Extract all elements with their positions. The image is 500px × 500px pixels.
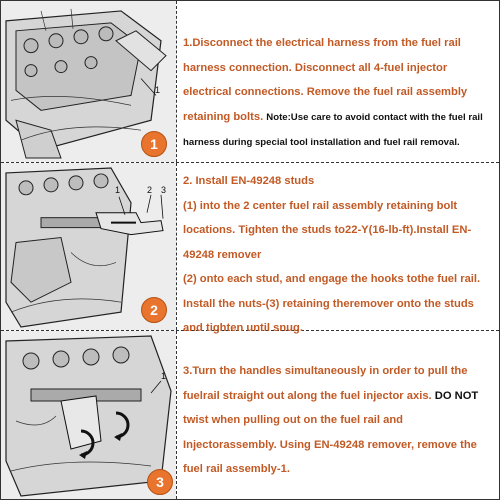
step-3-row xyxy=(1,331,499,499)
step-number-badge: 2 xyxy=(141,297,167,323)
callout-label: 1 xyxy=(115,185,121,195)
step-2-line: (2) onto each stud, and engage the hooks tothe fuel rail. Install the nuts-(3) retaining theremover onto the studs and tighten until snug. xyxy=(183,273,481,334)
column-divider xyxy=(176,1,177,162)
step-2-line: 2. Install EN-49248 studs xyxy=(183,175,315,187)
callout-label: 2 xyxy=(147,185,153,195)
step-number-badge: 1 xyxy=(141,131,167,157)
callout-label: 3 xyxy=(161,185,167,195)
step-3-warning: DO NOT xyxy=(434,389,479,402)
step-2-line: (1) into the 2 center fuel rail assembly retaining bolt locations. Tighten the studs to22-Y(16-lb-ft).Install EN-49248 remover xyxy=(183,199,472,261)
step-3-instructions: 3.Turn the handles simultaneously in order to pull the fuelrail straight out along the fuel injector axis. xyxy=(183,365,468,402)
step-1-row xyxy=(1,1,499,163)
step-3-instructions-continued: twist when pulling out on the fuel rail and Injectorassembly. Using EN-49248 remover, remove the fuel rail assembly-1. xyxy=(183,414,477,475)
step-number-badge: 3 xyxy=(147,469,173,495)
step-2-row xyxy=(1,163,499,334)
step-1-instructions: 1.Disconnect the electrical harness from the fuel rail harness connection. Disconnect all 4-fuel injector electrical connections. Remove the fuel rail assembly retaining bolts. xyxy=(183,37,468,123)
callout-label: 1 xyxy=(155,85,161,95)
step-3-text xyxy=(183,359,493,482)
step-1-note: Note:Use care to avoid contact with the fuel rail harness during special tool installation and fuel rail removal. xyxy=(183,111,483,148)
step-1-text xyxy=(183,31,493,156)
column-divider xyxy=(176,163,177,330)
callout-label: 1 xyxy=(161,371,167,381)
column-divider xyxy=(176,331,177,499)
step-2-text xyxy=(183,169,493,341)
